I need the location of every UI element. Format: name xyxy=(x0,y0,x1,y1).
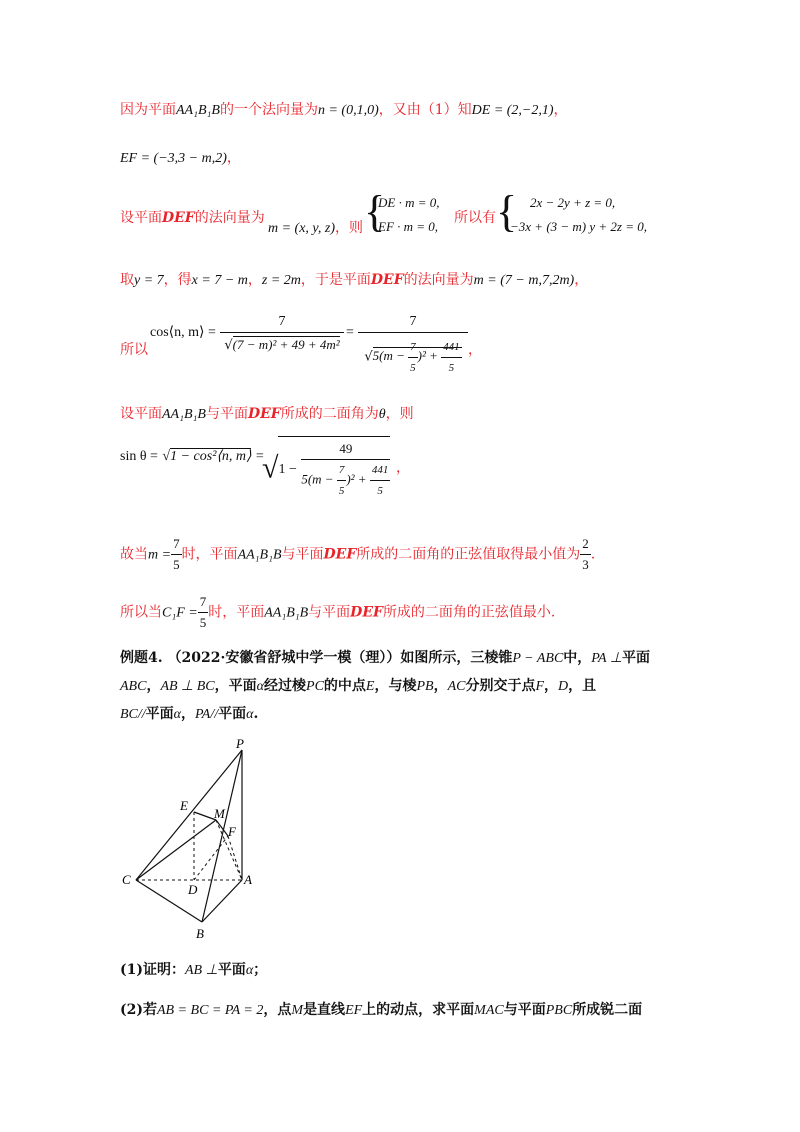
solution-line-8 xyxy=(120,534,595,575)
text: 设平面 xyxy=(120,406,162,422)
label-e: E xyxy=(180,798,188,813)
edge-em xyxy=(194,812,216,820)
system-2-eq-2: −3x + (3 − m) y + 2z = 0, xyxy=(510,219,648,234)
text: 的中点 xyxy=(323,678,366,694)
edge-ab xyxy=(202,880,242,922)
text: ， xyxy=(574,272,589,288)
solution-line-2 xyxy=(120,148,241,169)
question-1 xyxy=(120,960,267,981)
tetrahedron-figure xyxy=(118,736,268,946)
plane-def: DEF xyxy=(370,272,404,288)
c1f-equals: C₁F = xyxy=(162,605,198,621)
vector-de: DE = (2,−2,1) xyxy=(471,103,554,118)
text: 时，平面 xyxy=(208,604,265,621)
text: . xyxy=(590,546,596,563)
lengths: AB = BC = PA = 2 xyxy=(157,1003,264,1018)
sin-formula xyxy=(120,446,264,467)
solution-line-6 xyxy=(120,404,414,425)
text: ， xyxy=(553,102,568,118)
label-m: M xyxy=(214,806,225,821)
equals: = xyxy=(346,325,354,340)
plane-aa1b1b: AA₁B₁B xyxy=(264,605,309,621)
example-line-2 xyxy=(120,676,596,697)
text: ， xyxy=(433,678,448,694)
solution-line-3 xyxy=(120,208,265,228)
edge-pc xyxy=(136,750,242,880)
example-line-1 xyxy=(120,648,650,669)
system-brace-2: { xyxy=(496,187,518,236)
plane-def: DEF xyxy=(350,604,383,621)
question-2 xyxy=(120,1000,642,1021)
edge-df xyxy=(194,836,228,880)
edge-cm xyxy=(136,820,216,880)
text: ， xyxy=(544,678,559,694)
text: ，点 xyxy=(263,1002,292,1018)
text: ， xyxy=(181,706,196,722)
text-therefore xyxy=(454,208,496,228)
text: ，则 xyxy=(335,220,363,236)
system-1-eq-2: EF · m = 0, xyxy=(378,219,439,234)
text: 分别交于点 xyxy=(465,678,536,694)
label-p: P xyxy=(236,736,244,751)
text: 取 xyxy=(120,272,134,288)
theta: θ xyxy=(378,407,386,422)
cos-label xyxy=(150,322,216,343)
text: ， xyxy=(146,678,161,694)
denominator: √(7 − m)² + 49 + 4m² xyxy=(224,337,340,353)
cos-fraction-2 xyxy=(358,312,468,378)
plane-aa1b1b: AA₁B₁B xyxy=(237,547,282,563)
pc: PC xyxy=(306,679,324,694)
system-brace-1: { xyxy=(364,187,386,236)
text: ，得 xyxy=(163,272,192,288)
cos-fraction-1 xyxy=(220,312,344,356)
tetrahedron-pabc: P − ABC xyxy=(512,651,564,666)
example-title: 例题4. xyxy=(120,650,163,666)
point-d: D xyxy=(558,679,569,694)
text: 所以有 xyxy=(454,210,496,226)
plane-aa1b1b: AA₁B₁B xyxy=(176,103,220,118)
text: (2)若 xyxy=(120,1002,157,1018)
text: 的法向量为 xyxy=(194,210,265,226)
text: ，平面 xyxy=(214,678,257,694)
sin-root-2: √1 − 49 5(m − $\frac{7}{5}$ )² + $\frac{441}{5}$ xyxy=(262,436,390,501)
text: 与平面 xyxy=(503,1002,546,1018)
text: ； xyxy=(253,962,268,978)
text: 中， xyxy=(563,650,592,666)
solution-line-4 xyxy=(120,270,588,291)
text: . xyxy=(253,706,259,722)
sin-expression: sin θ = xyxy=(120,449,158,464)
solution-line-9 xyxy=(120,592,555,633)
text: 因为平面 xyxy=(120,102,176,118)
comma: ， xyxy=(468,342,482,358)
text: 经过棱 xyxy=(264,678,307,694)
plane-def: DEF xyxy=(247,406,281,422)
text: ， xyxy=(226,150,241,166)
text: 与平面 xyxy=(308,604,351,621)
vector-m: m = (x, y, z) xyxy=(268,221,335,236)
point-e: E xyxy=(365,679,375,694)
pa-parallel: PA// xyxy=(195,707,219,722)
text: 所成的二面角的正弦值取得最小值为 xyxy=(356,546,581,563)
pb: PB xyxy=(416,679,434,694)
plane-aa1b1b: AA₁B₁B xyxy=(162,407,206,422)
text: 的法向量为 xyxy=(403,272,474,288)
example-line-3 xyxy=(120,704,258,725)
plane-mac: MAC xyxy=(474,1003,504,1018)
ab-perp-bc: AB ⊥ BC xyxy=(160,679,215,694)
text: 所以当 xyxy=(120,604,162,621)
text: 是直线 xyxy=(303,1002,346,1018)
y-value: y = 7 xyxy=(134,273,164,288)
text: ，又由（1）知 xyxy=(378,102,472,118)
text: 的一个法向量为 xyxy=(219,102,318,118)
text: 平面 xyxy=(622,650,651,666)
text: ，则 xyxy=(385,406,414,422)
text: 时，平面 xyxy=(181,546,238,563)
equals: = xyxy=(255,449,264,464)
bc-parallel: BC// xyxy=(120,707,146,722)
vector-n: n = (0,1,0) xyxy=(317,103,379,118)
denominator: √5(m − $\frac{7}{5}$ )² + $\frac{441}{5}$ xyxy=(358,337,468,378)
sqrt-1: √1 − cos²⟨n, m⟩ xyxy=(162,449,252,464)
normal-vector-m xyxy=(268,218,363,239)
system-1-eq-1: DE · m = 0, xyxy=(378,195,440,210)
pa-perp: PA ⊥ xyxy=(591,651,623,666)
text: 所以 xyxy=(120,342,148,358)
text: 所成锐二面 xyxy=(572,1002,643,1018)
point-f: F xyxy=(535,679,545,694)
fraction-2-3: $\frac{2}{3}$ xyxy=(582,536,589,572)
ac: AC xyxy=(447,679,466,694)
z-value: z = 2m xyxy=(261,273,301,288)
text: 上的动点，求平面 xyxy=(362,1002,475,1018)
edge-pb xyxy=(202,750,242,922)
line-ef: EF xyxy=(345,1003,363,1018)
label-a: A xyxy=(244,872,252,887)
text: （2022·安徽省舒城中学一模（理））如图所示，三棱锥 xyxy=(167,650,513,666)
vector-m: m = (7 − m,7,2m) xyxy=(473,273,575,288)
plane-def: DEF xyxy=(323,546,357,563)
label-b: B xyxy=(196,926,204,941)
text: 与平面 xyxy=(205,406,248,422)
text: ，且 xyxy=(568,678,597,694)
cos-expression: cos⟨n, m⟩ = xyxy=(150,325,216,340)
text: 故当 xyxy=(120,546,148,563)
text: 所成的二面角为 xyxy=(280,406,379,422)
text: 与平面 xyxy=(281,546,324,563)
numerator: 7 xyxy=(220,312,344,333)
text: 平面 xyxy=(145,706,174,722)
point-m: M xyxy=(291,1003,304,1018)
text-so xyxy=(120,340,148,360)
text: 平面 xyxy=(217,962,246,978)
x-value: x = 7 − m xyxy=(191,273,248,288)
text: ，与棱 xyxy=(374,678,417,694)
text: (1)证明： xyxy=(120,962,185,978)
fraction-7-5: $\frac{7}{5}$ xyxy=(199,594,207,630)
alpha: α xyxy=(245,963,254,978)
fraction-7-5: $\frac{7}{5}$ xyxy=(173,536,180,572)
plane-pbc: PBC xyxy=(545,1003,573,1018)
label-d: D xyxy=(188,882,198,897)
ab-perp: AB ⊥ xyxy=(185,963,218,978)
one-minus: 1 − xyxy=(278,462,297,477)
system-2-eq-1: 2x − 2y + z = 0, xyxy=(530,195,616,210)
plane-def: DEF xyxy=(162,210,195,226)
numerator: 7 xyxy=(358,312,468,333)
text: ，于是平面 xyxy=(300,272,371,288)
edge-fa xyxy=(228,836,242,880)
text: 设平面 xyxy=(120,210,162,226)
text: ， xyxy=(247,272,262,288)
abc: ABC xyxy=(120,679,147,694)
text: 平面 xyxy=(218,706,247,722)
label-f: F xyxy=(228,824,236,839)
label-c: C xyxy=(122,872,131,887)
alpha: α xyxy=(173,707,182,722)
solution-line-1 xyxy=(120,100,568,121)
vector-ef: EF = (−3,3 − m,2) xyxy=(120,151,227,166)
text: 所成的二面角的正弦值最小. xyxy=(382,604,556,621)
alpha: α xyxy=(256,679,265,694)
alpha: α xyxy=(246,707,254,722)
m-equals: m = xyxy=(148,547,172,563)
comma: ， xyxy=(396,460,410,476)
